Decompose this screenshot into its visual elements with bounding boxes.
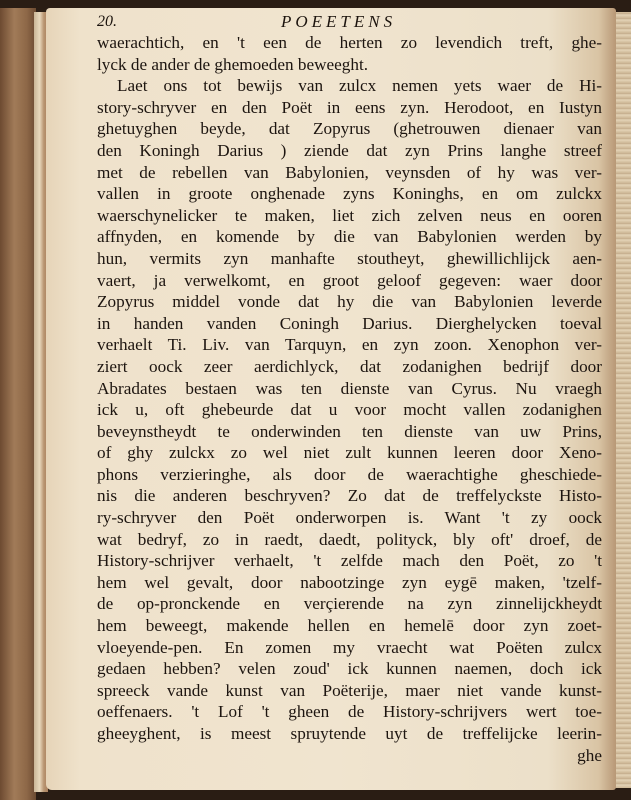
text-line: waerachtich, en 't een de herten zo levendich treft, ghe- [97, 33, 602, 52]
text-line: spreeck vande kunst van Poëterije, maer niet vande kunst- [97, 680, 602, 700]
text-line: vloeyende-pen. En zomen my vraecht wat Poëten zulcx [97, 637, 602, 657]
text-line: of ghy zulckx zo wel niet zult kunnen leeren door Xeno- [97, 443, 602, 463]
text-line: ghe [577, 745, 602, 765]
running-title: POEETENS [281, 12, 397, 31]
text-line: in handen vanden Coningh Darius. Dierghelycken toeval [97, 313, 602, 333]
text-line: waerschynelicker te maken, liet zich zelven neus en ooren [97, 205, 602, 225]
text-line: beveynstheydt te onderwinden ten dienste van uw Prins, [97, 421, 602, 441]
text-line: Abradates bestaen was ten dienste van Cyrus. Nu vraegh [97, 378, 602, 398]
text-line: vaert, ja verwelkomt, en groot geloof gegeven: waer door [97, 270, 602, 290]
book-cover-left [0, 8, 36, 800]
text-line: phons verzieringhe, als door de waerachtighe gheschiede- [97, 464, 602, 484]
text-line: oeffenaers. 't Lof 't gheen de History-schrijvers wert toe- [97, 702, 602, 722]
text-line: gedaen hebben? velen zoud' ick kunnen naemen, doch ick [97, 659, 602, 679]
text-line: de op-pronckende en verçierende na zyn zinnelijckheydt [97, 594, 602, 614]
text-line: ziert oock zeer aerdichlyck, dat zodanighen bedrijf door [97, 356, 602, 376]
text-line: hem beweegt, makende hellen en hemelē door zyn zoet- [97, 616, 602, 636]
text-line: affnyden, en komende by die van Babylonien werden by [97, 227, 602, 247]
text-line: story-schryver en den Poët in eens zyn. Herodoot, en Iustyn [97, 97, 602, 117]
text-line: nis die anderen beschryven? Zo dat de treffelyckste Histo- [97, 486, 602, 506]
text-line: hun, vermits zyn manhafte stoutheyt, ghewillichlijck aen- [97, 248, 602, 268]
text-line: ick u, oft ghebeurde dat u voor mocht vallen zodanighen [97, 400, 602, 420]
text-line: met de rebellen van Babylonien, veynsden of hy was ver- [97, 162, 602, 182]
body-text [97, 32, 602, 766]
text-line: hem wel gevalt, door nabootzinge zyn eygē maken, 'tzelf- [97, 572, 602, 592]
text-line: ry-schryver den Poët onderworpen is. Want 't zy oock [97, 508, 602, 528]
text-line: wat bedryf, zo in raedt, daedt, polityck, bly oft' droef, de [97, 529, 602, 549]
text-line: gheeyghent, is meest spruytende uyt de treffelijcke leerin- [97, 724, 602, 743]
text-line: vallen in groote onghenade zyns Koninghs, en om zulckx [97, 184, 602, 204]
page-number: 20. [97, 13, 117, 30]
text-line: History-schrijver verhaelt, 't zelfde mach den Poët, zo 't [97, 551, 602, 571]
text-line: Laet ons tot bewijs van zulcx nemen yets waer de Hi- [117, 76, 602, 96]
text-line: lyck de ander de ghemoeden beweeght. [97, 54, 369, 74]
text-line: verhaelt Ti. Liv. van Tarquyn, en zyn zoon. Xenophon ver- [97, 335, 602, 355]
text-line: ghetuyghen beyde, dat Zopyrus (ghetrouwen dienaer van [97, 119, 602, 139]
text-line: den Koningh Darius ) ziende dat zyn Prins langhe streef [97, 140, 602, 160]
page-header [97, 8, 602, 30]
text-line: Zopyrus middel vonde dat hy die van Babylonien leverde [97, 292, 602, 312]
